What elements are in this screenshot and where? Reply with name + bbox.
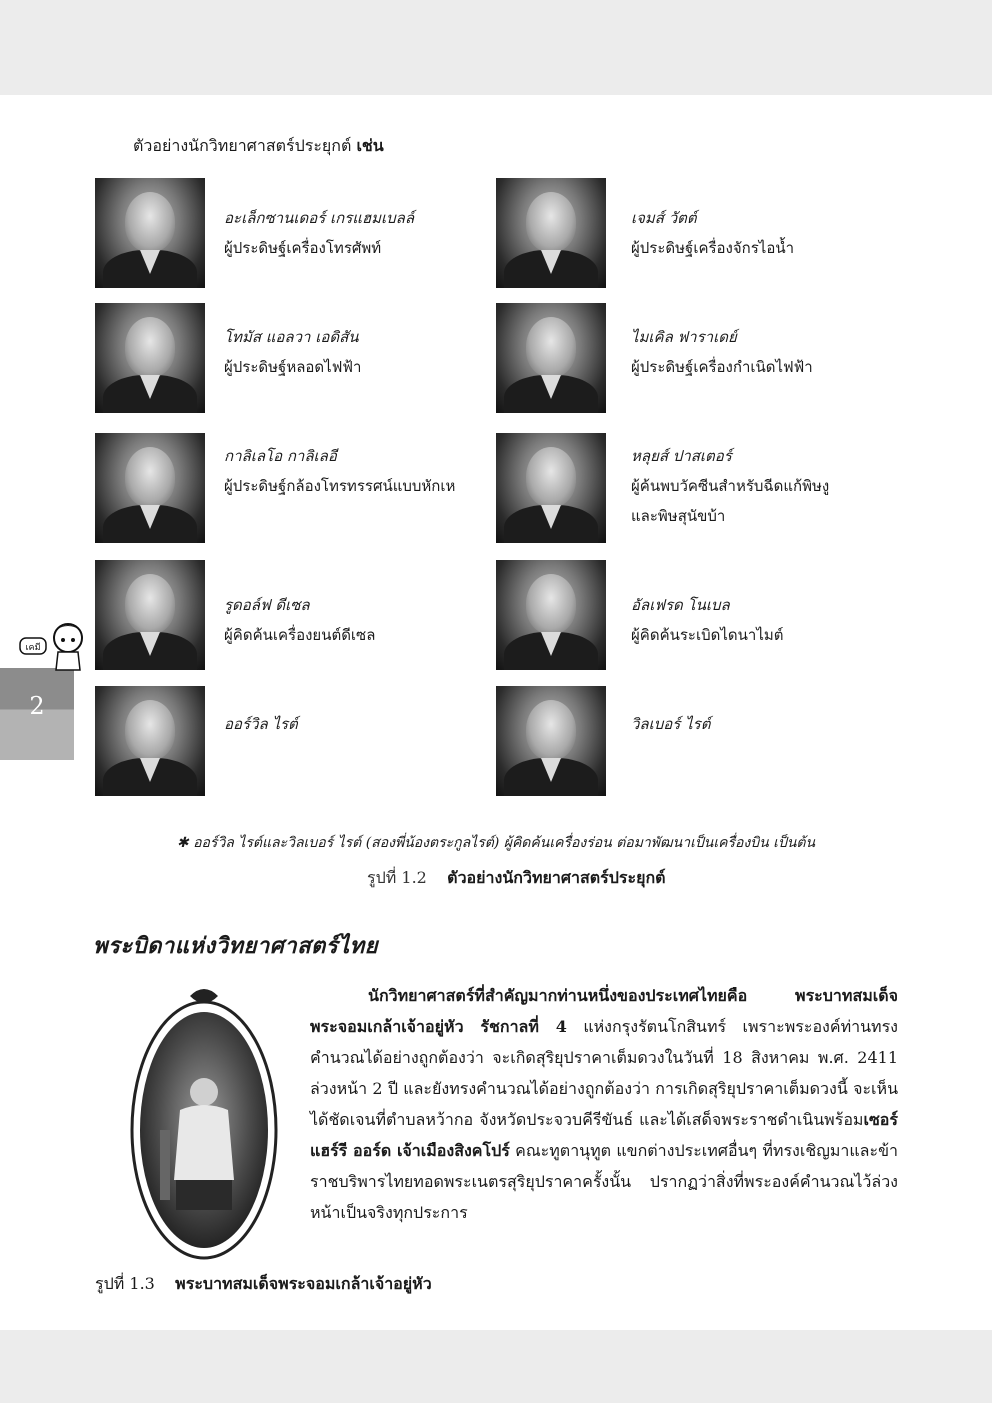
figure-number: รูปที่ 1.2	[367, 868, 427, 887]
photo-faraday	[496, 303, 606, 413]
figure-title: พระบาทสมเด็จพระจอมเกล้าเจ้าอยู่หัว	[175, 1274, 432, 1293]
section-heading: พระบิดาแห่งวิทยาศาสตร์ไทย	[93, 934, 379, 959]
person-desc: ผู้ประดิษฐ์เครื่องโทรศัพท์	[224, 239, 382, 257]
person-name: อัลเฟรด โนเบล	[631, 596, 730, 614]
body-paragraph	[310, 980, 898, 1228]
person-desc: ผู้ประดิษฐ์เครื่องจักรไอน้ำ	[631, 239, 795, 257]
photo-galileo	[95, 433, 205, 543]
person-name: กาลิเลโอ กาลิเลอี	[224, 447, 337, 465]
intro-line	[133, 134, 384, 159]
body-text-2: คณะทูตานุทูต แขกต่างประเทศอื่นๆ ที่ทรงเชิญมาและข้าราชบริพารไทยทอดพระเนตรสุริยุปราคาครั้งนั้น ปรากฏว่าสิ่งที่พระองค์คำนวณไว้ล่วงหน้าเป็นจริงทุกประการ	[310, 1141, 898, 1222]
figure-number: รูปที่ 1.3	[95, 1274, 155, 1293]
photo-orville-wright	[95, 686, 205, 796]
mascot-icon	[18, 616, 88, 672]
mascot-label: เคมี	[25, 643, 41, 653]
person-desc: ผู้ประดิษฐ์หลอดไฟฟ้า	[224, 358, 362, 376]
photo-wilbur-wright	[496, 686, 606, 796]
photo-nobel	[496, 560, 606, 670]
photo-diesel	[95, 560, 205, 670]
person-desc-line2: และพิษสุนัขบ้า	[631, 507, 726, 525]
person-desc: ผู้คิดค้นเครื่องยนต์ดีเซล	[224, 626, 376, 644]
figure-1-3-caption	[95, 1272, 432, 1297]
person-name: ออร์วิล ไรต์	[224, 715, 298, 733]
photo-bell	[95, 178, 205, 288]
king-portrait	[130, 980, 278, 1265]
page-number: 2	[29, 692, 45, 720]
body-bold-2: เซอร์ แฮร์รี ออร์ด เจ้าเมืองสิงคโปร์	[310, 1110, 898, 1160]
person-desc: ผู้คิดค้นระเบิดไดนาไมต์	[631, 626, 784, 644]
figure-footnote: ✱ ออร์วิล ไรต์และวิลเบอร์ ไรต์ (สองพี่น้องตระกูลไรต์) ผู้คิดค้นเครื่องร่อน ต่อมาพัฒนาเป็นเครื่องบิน เป็นต้น	[176, 835, 816, 851]
intro-lead: ตัวอย่างนักวิทยาศาสตร์ประยุกต์	[133, 136, 352, 155]
person-name: รูดอล์ฟ ดีเซล	[224, 596, 310, 614]
person-name: อะเล็กซานเดอร์ เกรแฮมเบลล์	[224, 209, 415, 227]
figure-title: ตัวอย่างนักวิทยาศาสตร์ประยุกต์	[447, 868, 666, 887]
photo-edison	[95, 303, 205, 413]
person-name: โทมัส แอลวา เอดิสัน	[224, 328, 359, 346]
person-desc: ผู้ประดิษฐ์กล้องโทรทรรศน์แบบหักเห	[224, 477, 456, 495]
person-desc: ผู้ประดิษฐ์เครื่องกำเนิดไฟฟ้า	[631, 358, 813, 376]
body-text-1: แห่งกรุงรัตนโกสินทร์ เพราะพระองค์ท่านทรงคำนวณได้อย่างถูกต้องว่า จะเกิดสุริยุปราคาเต็มดวงในวันที่ 18 สิงหาคม พ.ศ. 2411 ล่วงหน้า 2 ปี และยังทรงคำนวณได้อย่างถูกต้องว่า การเกิดสุริยุปราคาเต็มดวงนี้ จะเห็นได้ชัดเจนที่ตำบลหว้ากอ จังหวัดประจวบคีรีขันธ์ และได้เสด็จพระราชดำเนินพร้อม	[310, 1017, 898, 1129]
person-name: หลุยส์ ปาสเตอร์	[631, 447, 732, 465]
top-margin-band	[0, 0, 992, 95]
person-name: ไมเคิล ฟาราเดย์	[631, 328, 737, 346]
person-desc: ผู้ค้นพบวัคซีนสำหรับฉีดแก้พิษงู	[631, 477, 830, 495]
bottom-margin-band	[0, 1330, 992, 1403]
body-bold-1: นักวิทยาศาสตร์ที่สำคัญมากท่านหนึ่งของประเทศไทยคือ พระบาทสมเด็จพระจอมเกล้าเจ้าอยู่หัว รัชกาลที่ 4	[310, 986, 898, 1036]
person-name: วิลเบอร์ ไรต์	[631, 715, 711, 733]
figure-1-2-caption	[367, 866, 666, 891]
person-name: เจมส์ วัตต์	[631, 209, 697, 227]
intro-emph: เช่น	[356, 136, 384, 155]
photo-watt	[496, 178, 606, 288]
photo-pasteur	[496, 433, 606, 543]
